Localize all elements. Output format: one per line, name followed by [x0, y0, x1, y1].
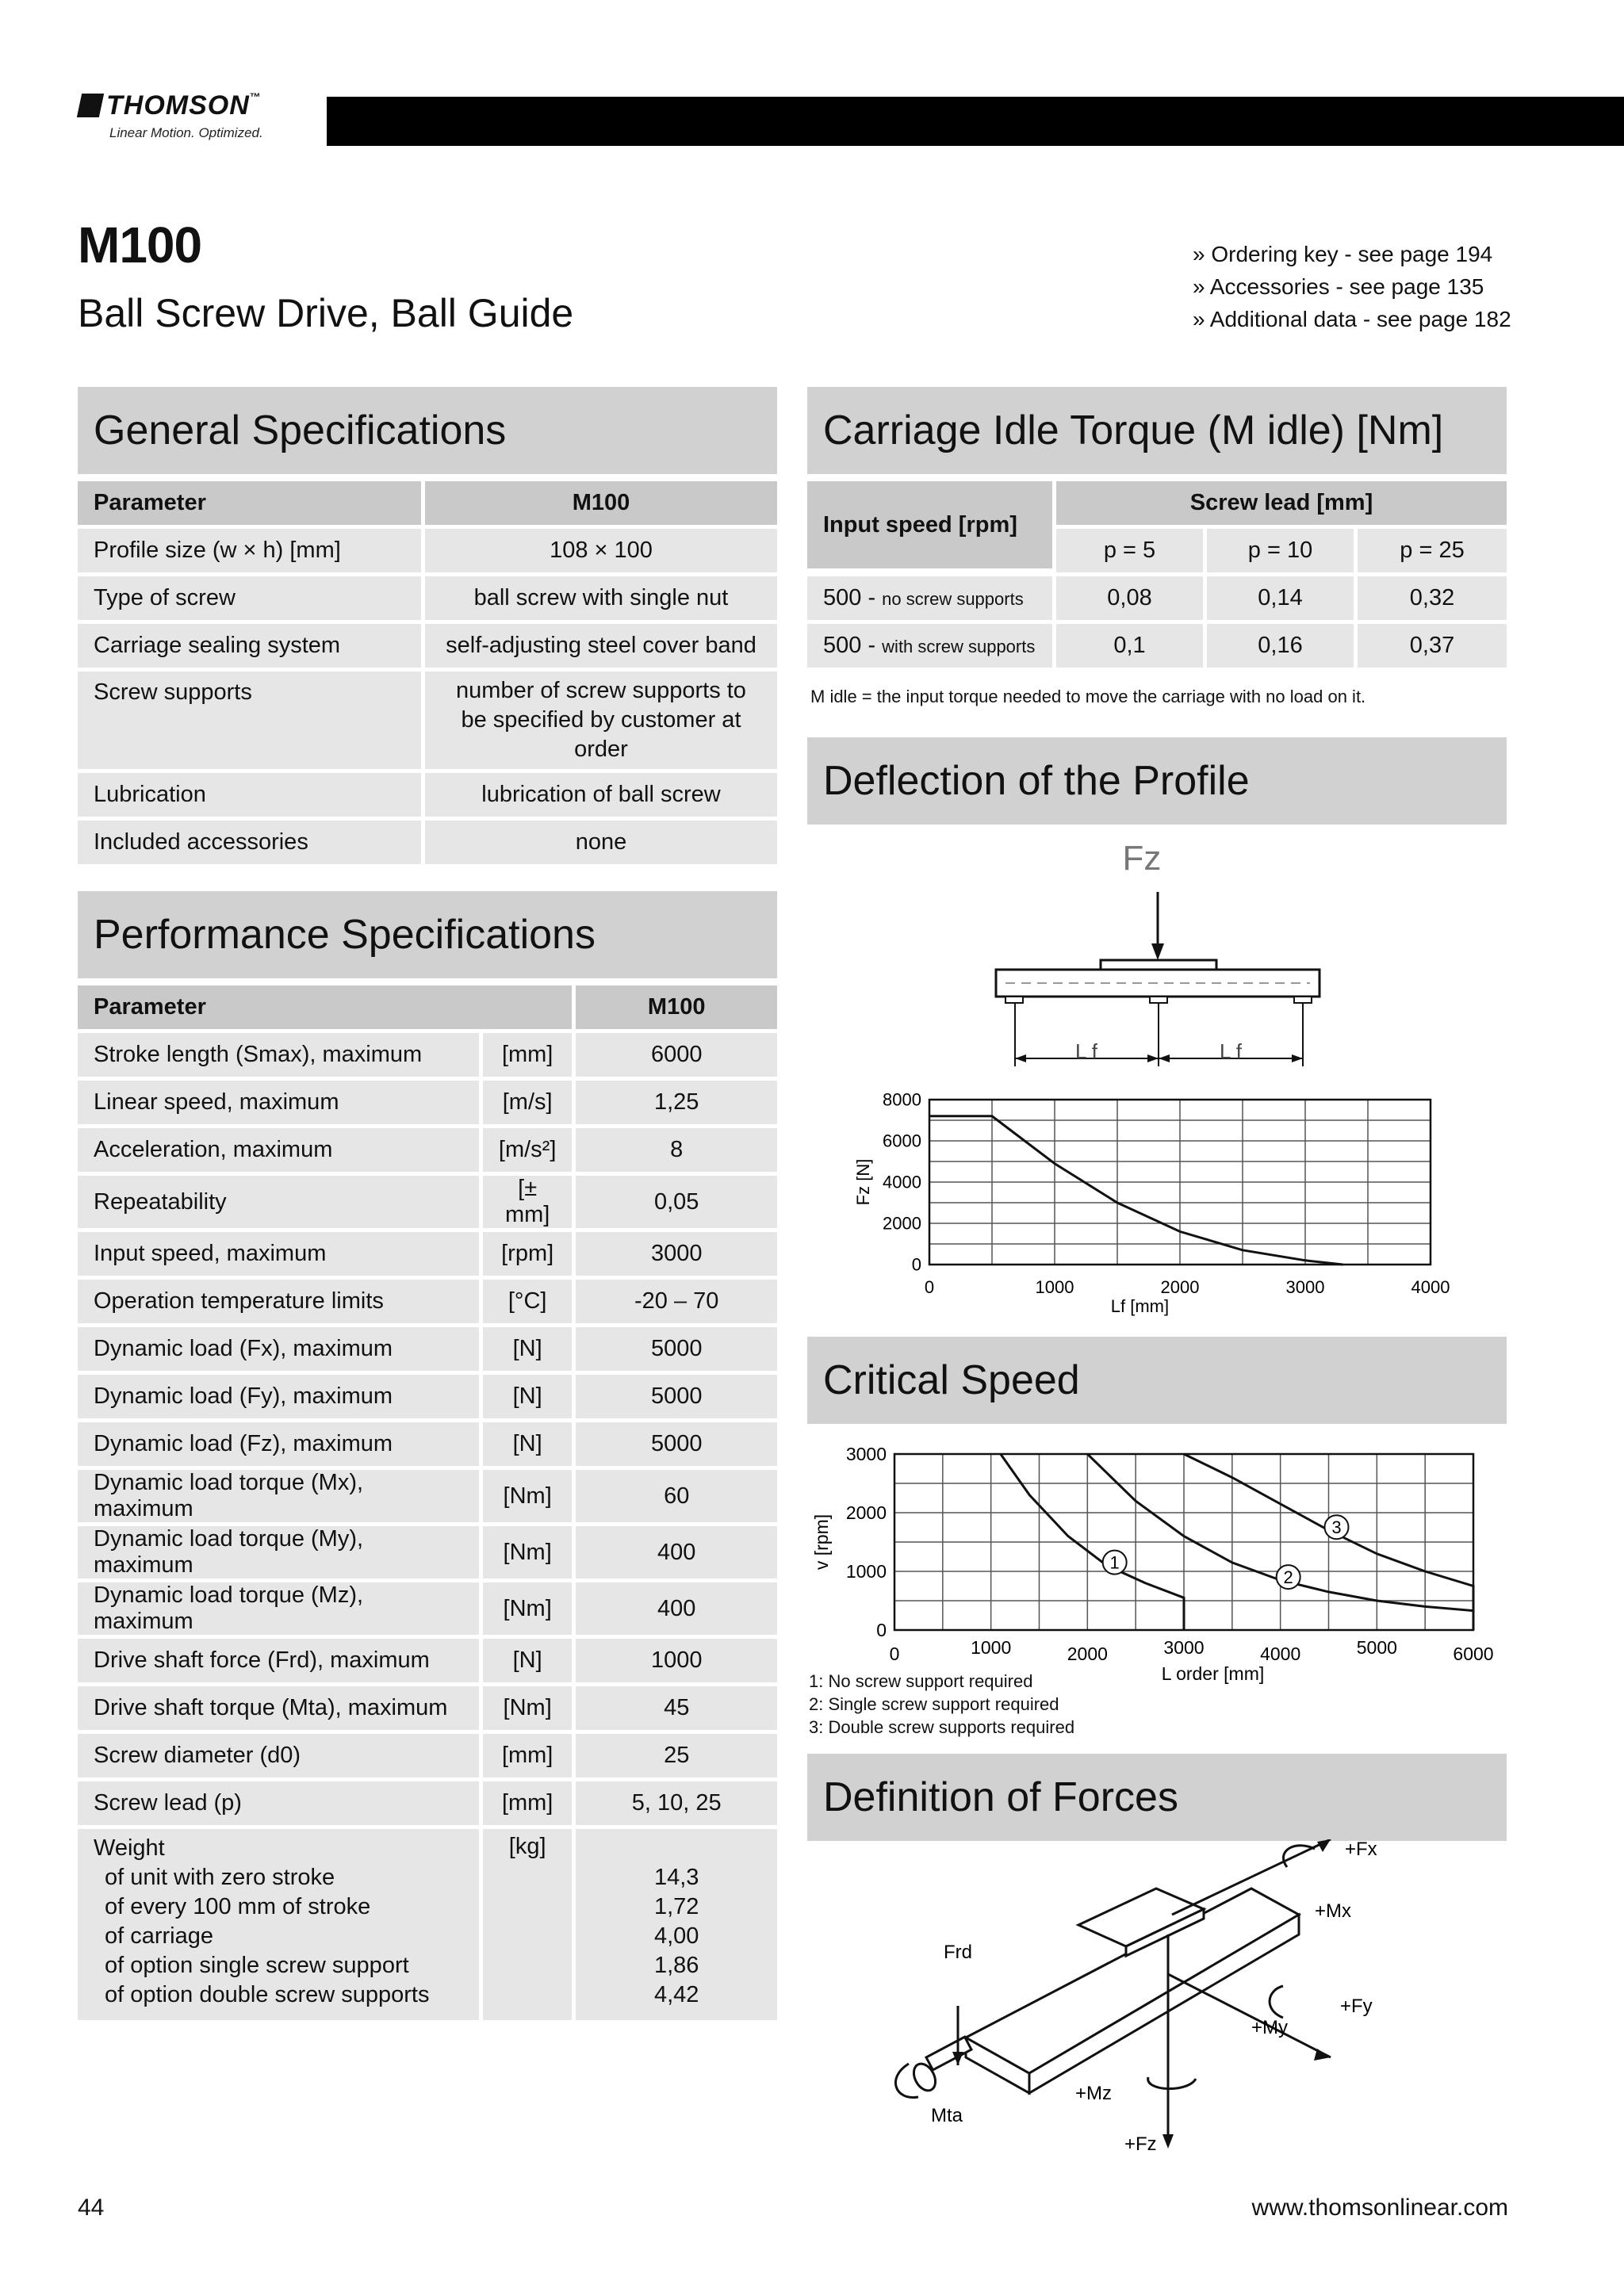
dim-arrow-icon	[1147, 1054, 1159, 1062]
label-my: +My	[1251, 2017, 1289, 2038]
x-tick-label: 1000	[1035, 1277, 1074, 1297]
row-label: Screw supports	[78, 672, 425, 769]
row-value: number of screw supports to be specified by customer at order	[425, 672, 777, 769]
table-row	[78, 1081, 777, 1124]
row-label: Dynamic load (Fz), maximum	[78, 1422, 483, 1466]
row-label: Screw diameter (d0)	[78, 1734, 483, 1777]
row-value: 60	[576, 1470, 777, 1522]
header-bar	[327, 97, 1624, 146]
header-model: M100	[576, 985, 777, 1029]
table-row	[78, 624, 777, 668]
general-spec-header: General Specifications	[78, 387, 777, 474]
torque-value: 0,37	[1358, 624, 1507, 668]
weight-item-value: 4,00	[653, 1923, 699, 1949]
deflection-diagram	[807, 828, 1507, 1074]
x-tick-label: 2000	[1160, 1277, 1200, 1297]
fy-axis-line	[1168, 1974, 1331, 2057]
row-unit: [Nm]	[483, 1470, 576, 1522]
force-arrow-icon	[1151, 943, 1164, 960]
row-value: 5000	[576, 1327, 777, 1371]
carriage-shape	[1101, 960, 1216, 970]
speed-value: 500 -	[823, 633, 876, 658]
page-subtitle: Ball Screw Drive, Ball Guide	[78, 291, 574, 335]
x-tick-label: 3000	[1163, 1637, 1205, 1658]
idle-torque-note: M idle = the input torque needed to move the carriage with no load on it.	[810, 687, 1366, 706]
support-left	[1005, 997, 1023, 1003]
weight-item-value: 14,3	[653, 1865, 699, 1890]
mz-rotation-arrow	[1148, 2077, 1196, 2089]
table-row	[78, 1375, 777, 1418]
general-spec-table	[78, 477, 777, 868]
fz-arrow-icon	[1162, 2134, 1174, 2149]
row-unit: [mm]	[483, 1781, 576, 1825]
row-unit: [Nm]	[483, 1582, 576, 1635]
support-mid	[1150, 997, 1167, 1003]
x-tick-label: 4000	[1260, 1644, 1301, 1664]
row-unit: [Nm]	[483, 1686, 576, 1730]
row-value: 400	[576, 1526, 777, 1578]
row-unit: [Nm]	[483, 1526, 576, 1578]
table-row	[78, 576, 777, 620]
brand-tm: ™	[249, 90, 262, 103]
row-value: -20 – 70	[576, 1280, 777, 1323]
row-unit: [N]	[483, 1639, 576, 1682]
row-label: Lubrication	[78, 773, 425, 817]
label-mta: Mta	[931, 2105, 963, 2126]
weight-item-label: of carriage	[105, 1923, 214, 1949]
table-row	[78, 1734, 777, 1777]
table-row	[807, 624, 1507, 668]
torque-value: 0,16	[1207, 624, 1358, 668]
row-value: self-adjusting steel cover band	[425, 624, 777, 668]
speed-desc: with screw supports	[882, 637, 1036, 656]
row-label: Linear speed, maximum	[78, 1081, 483, 1124]
label-fy: +Fy	[1340, 1996, 1373, 2017]
row-label	[807, 576, 1056, 620]
row-label: Type of screw	[78, 576, 425, 620]
x-tick-label: 1000	[971, 1637, 1012, 1658]
row-value: 0,05	[576, 1176, 777, 1228]
torque-value: 0,32	[1358, 576, 1507, 620]
y-tick-label: 0	[911, 1254, 921, 1275]
row-value: 8	[576, 1128, 777, 1172]
dim-arrow-icon	[1159, 1054, 1170, 1062]
table-row	[78, 1470, 777, 1522]
critical-speed-chart	[807, 1433, 1507, 1687]
label-mx: +Mx	[1315, 1900, 1352, 1922]
legend-item: 3: Double screw supports required	[809, 1717, 1075, 1737]
row-value: lubrication of ball screw	[425, 773, 777, 817]
x-tick-label: 4000	[1411, 1277, 1450, 1297]
table-row	[78, 773, 777, 817]
row-label: Dynamic load torque (Mx), maximum	[78, 1470, 483, 1522]
critical-speed-legend	[809, 1670, 1074, 1739]
weight-item-value: 4,42	[653, 1982, 699, 2007]
row-label: Acceleration, maximum	[78, 1128, 483, 1172]
row-label: Profile size (w × h) [mm]	[78, 529, 425, 572]
table-row	[78, 1280, 777, 1323]
critical-speed-header: Critical Speed	[807, 1337, 1507, 1424]
row-value: 45	[576, 1686, 777, 1730]
table-row	[807, 576, 1507, 620]
row-label: Dynamic load (Fy), maximum	[78, 1375, 483, 1418]
legend-item: 2: Single screw support required	[809, 1694, 1059, 1714]
lead-p10: p = 10	[1207, 529, 1358, 572]
header-model: M100	[425, 481, 777, 525]
label-fz: +Fz	[1124, 2133, 1157, 2155]
weight-item-label: of every 100 mm of stroke	[105, 1894, 371, 1919]
row-label: Operation temperature limits	[78, 1280, 483, 1323]
y-axis-label: v [rpm]	[811, 1513, 832, 1571]
row-unit: [rpm]	[483, 1232, 576, 1276]
x-tick-label: 6000	[1453, 1644, 1494, 1664]
y-tick-label: 0	[876, 1620, 887, 1641]
weight-unit: [kg]	[483, 1829, 576, 2020]
table-row	[78, 1526, 777, 1578]
table-row	[78, 821, 777, 864]
header-unit	[483, 985, 576, 1029]
table-row	[78, 1686, 777, 1730]
row-value: 5000	[576, 1422, 777, 1466]
header-parameter: Parameter	[78, 985, 483, 1029]
weight-item-value: 1,86	[653, 1953, 699, 1978]
table-row	[78, 1327, 777, 1371]
x-axis-label: Lf [mm]	[1110, 1296, 1170, 1316]
lf-label-left: L f	[1075, 1039, 1097, 1063]
row-label: Dynamic load torque (Mz), maximum	[78, 1582, 483, 1635]
row-unit: [± mm]	[483, 1176, 576, 1228]
y-tick-label: 2000	[845, 1502, 887, 1524]
performance-spec-table	[78, 982, 777, 2024]
table-header-row	[807, 481, 1507, 525]
speed-desc: no screw supports	[882, 589, 1024, 609]
row-value: 5, 10, 25	[576, 1781, 777, 1825]
row-label: Included accessories	[78, 821, 425, 864]
row-unit: [N]	[483, 1375, 576, 1418]
series-marker-label: 3	[1331, 1517, 1342, 1538]
lead-p5: p = 5	[1056, 529, 1207, 572]
x-tick-label: 0	[889, 1644, 900, 1664]
brand-logo	[79, 90, 262, 121]
weight-item-label: of option single screw support	[105, 1953, 409, 1978]
support-right	[1294, 997, 1312, 1003]
forces-diagram	[807, 1839, 1507, 2172]
dim-arrow-icon	[1292, 1054, 1303, 1062]
row-label: Dynamic load (Fx), maximum	[78, 1327, 483, 1371]
label-mz: +Mz	[1075, 2083, 1113, 2104]
y-tick-label: 1000	[845, 1561, 887, 1582]
page-number: 44	[78, 2195, 105, 2221]
table-row	[78, 529, 777, 572]
table-row	[78, 1781, 777, 1825]
table-row	[78, 1422, 777, 1466]
row-label: Drive shaft torque (Mta), maximum	[78, 1686, 483, 1730]
row-label: Repeatability	[78, 1176, 483, 1228]
row-unit: [mm]	[483, 1734, 576, 1777]
lead-p25: p = 25	[1358, 529, 1507, 572]
row-label: Screw lead (p)	[78, 1781, 483, 1825]
row-unit: [mm]	[483, 1033, 576, 1077]
x-tick-label: 5000	[1356, 1637, 1397, 1658]
table-row	[78, 1033, 777, 1077]
torque-value: 0,08	[1056, 576, 1207, 620]
row-unit: [N]	[483, 1422, 576, 1466]
header-screw-lead: Screw lead [mm]	[1056, 481, 1507, 525]
weight-item-label: of option double screw supports	[105, 1982, 430, 2007]
row-label	[807, 624, 1056, 668]
website-link[interactable]: www.thomsonlinear.com	[1251, 2195, 1508, 2221]
deflection-header: Deflection of the Profile	[807, 737, 1507, 825]
idle-torque-table	[807, 477, 1507, 672]
row-value: 25	[576, 1734, 777, 1777]
idle-torque-header: Carriage Idle Torque (M idle) [Nm]	[807, 387, 1507, 474]
header-input-speed: Input speed [rpm]	[807, 481, 1056, 572]
x-tick-label: 2000	[1067, 1644, 1108, 1664]
row-value: none	[425, 821, 777, 864]
weight-values	[576, 1829, 777, 2020]
row-value: 400	[576, 1582, 777, 1635]
my-rotation-arrow	[1270, 1986, 1283, 2018]
row-value: 1,25	[576, 1081, 777, 1124]
row-value: 1000	[576, 1639, 777, 1682]
ref-ordering-key[interactable]: » Ordering key - see page 194	[1193, 242, 1493, 266]
label-fx: +Fx	[1345, 1839, 1377, 1860]
thomson-mark-icon	[77, 94, 104, 117]
ref-additional-data[interactable]: » Additional data - see page 182	[1193, 307, 1511, 331]
table-row	[78, 1639, 777, 1682]
brand-name: THOMSON	[106, 90, 250, 121]
fz-label: Fz	[1122, 839, 1162, 878]
ref-accessories[interactable]: » Accessories - see page 135	[1193, 274, 1484, 299]
y-axis-label: Fz [N]	[853, 1158, 873, 1206]
row-label: Dynamic load torque (My), maximum	[78, 1526, 483, 1578]
page-title: M100	[78, 216, 202, 274]
lf-label-right: L f	[1220, 1039, 1242, 1063]
table-row	[78, 1232, 777, 1276]
row-label: Drive shaft force (Frd), maximum	[78, 1639, 483, 1682]
row-unit: [m/s]	[483, 1081, 576, 1124]
row-value: 108 × 100	[425, 529, 777, 572]
deflection-chart	[841, 1074, 1459, 1320]
dim-arrow-icon	[1015, 1054, 1026, 1062]
performance-spec-header: Performance Specifications	[78, 891, 777, 978]
table-row	[78, 1176, 777, 1228]
row-unit: [°C]	[483, 1280, 576, 1323]
y-tick-label: 6000	[883, 1131, 921, 1151]
label-frd: Frd	[944, 1942, 972, 1963]
x-tick-label: 3000	[1285, 1277, 1325, 1297]
series-marker-label: 1	[1109, 1552, 1120, 1573]
row-unit: [N]	[483, 1327, 576, 1371]
y-tick-label: 4000	[883, 1172, 921, 1192]
row-label: Stroke length (Smax), maximum	[78, 1033, 483, 1077]
series-marker-label: 2	[1283, 1567, 1293, 1588]
brand-tagline: Linear Motion. Optimized.	[109, 125, 263, 140]
table-row	[78, 672, 777, 769]
row-value: ball screw with single nut	[425, 576, 777, 620]
table-header-row	[78, 985, 777, 1029]
y-tick-label: 3000	[845, 1444, 887, 1465]
y-tick-label: 2000	[883, 1213, 921, 1234]
row-value: 3000	[576, 1232, 777, 1276]
row-unit: [m/s²]	[483, 1128, 576, 1172]
weight-labels	[78, 1829, 483, 2020]
table-row-weight	[78, 1829, 777, 2020]
legend-item: 1: No screw support required	[809, 1671, 1033, 1691]
weight-item-value: 1,72	[653, 1894, 699, 1919]
reference-links	[1193, 238, 1511, 335]
row-value: 6000	[576, 1033, 777, 1077]
header-parameter: Parameter	[78, 481, 425, 525]
weight-title: Weight	[94, 1835, 165, 1861]
speed-value: 500 -	[823, 585, 876, 610]
table-row	[78, 1128, 777, 1172]
row-value: 5000	[576, 1375, 777, 1418]
table-row	[78, 1582, 777, 1635]
row-label: Input speed, maximum	[78, 1232, 483, 1276]
row-label: Carriage sealing system	[78, 624, 425, 668]
torque-value: 0,1	[1056, 624, 1207, 668]
y-tick-label: 8000	[883, 1089, 921, 1110]
series-line	[929, 1116, 1342, 1265]
forces-header: Definition of Forces	[807, 1754, 1507, 1841]
drive-shaft	[926, 2037, 971, 2070]
table-header-row	[78, 481, 777, 525]
x-tick-label: 0	[924, 1277, 935, 1297]
x-axis-label: L order [mm]	[1161, 1663, 1265, 1684]
weight-item-label: of unit with zero stroke	[105, 1865, 335, 1890]
torque-value: 0,14	[1207, 576, 1358, 620]
